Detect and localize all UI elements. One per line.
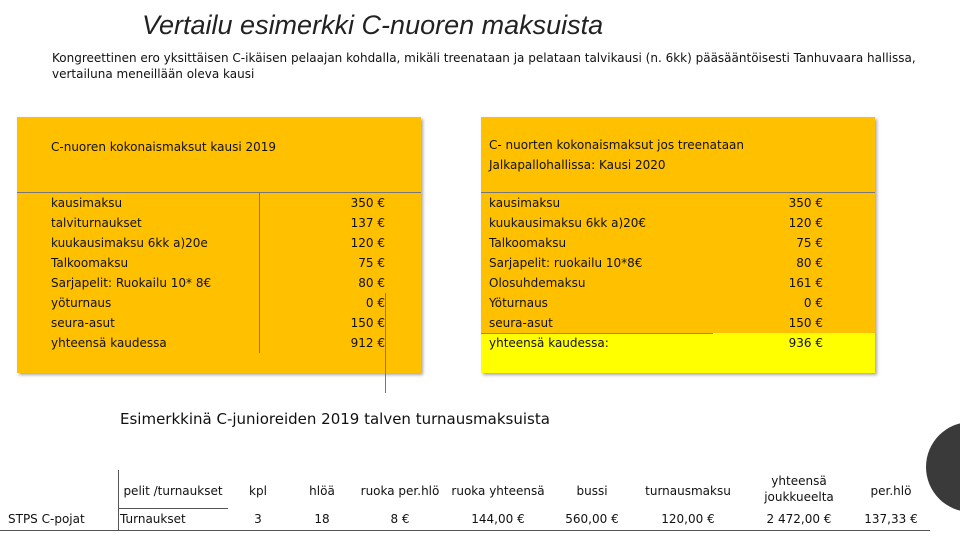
cost-amount: 80 €: [358, 276, 385, 290]
cost-label: Talkoomaksu: [489, 236, 567, 250]
cost-row: [17, 273, 421, 293]
table-cell: Turnaukset: [120, 512, 186, 526]
right-panel-header: [481, 117, 875, 193]
table-header: bussi: [576, 484, 608, 498]
table-header: pelit /turnaukset: [123, 484, 223, 498]
cost-amount: 350 €: [350, 196, 385, 210]
cost-row: [481, 293, 875, 313]
table-cell: 3: [254, 512, 262, 526]
cost-label: talviturnaukset: [51, 216, 142, 230]
cost-amount: 150 €: [788, 316, 823, 330]
cost-amount: 161 €: [788, 276, 823, 290]
right-panel-header-text: [489, 135, 744, 175]
table-header: turnausmaksu: [645, 484, 731, 498]
left-panel-header: [17, 117, 421, 193]
left-panel-header-text: C-nuoren kokonaismaksut kausi 2019: [51, 140, 277, 154]
table-header: ruoka per.hlö: [360, 484, 440, 498]
left-cost-rows: [17, 193, 421, 353]
cost-amount: 137 €: [350, 216, 385, 230]
cost-row: [17, 293, 421, 313]
table-header: yhteensä: [771, 474, 827, 488]
page-title: Vertailu esimerkki C-nuoren maksuista: [142, 10, 604, 40]
table-cell: 144,00 €: [471, 512, 525, 526]
table-cell: 120,00 €: [661, 512, 715, 526]
right-cost-rows: [481, 193, 875, 350]
cost-amount: 80 €: [796, 256, 823, 270]
cost-label: yhteensä kaudessa:: [489, 336, 609, 350]
cost-amount: 0 €: [365, 296, 385, 310]
cost-amount: 350 €: [788, 196, 823, 210]
right-cost-panel: [481, 117, 875, 373]
cost-label: kausimaksu: [489, 196, 561, 210]
left-cost-panel: [17, 117, 421, 373]
table-header: ruoka yhteensä: [451, 484, 545, 498]
cost-label: Sarjapelit: Ruokailu 10* 8€: [51, 276, 212, 290]
decorative-circle: [926, 422, 960, 512]
cost-label: kausimaksu: [51, 196, 123, 210]
cost-amount: 912 €: [350, 336, 385, 350]
cost-amount: 0 €: [803, 296, 823, 310]
cost-label: kuukausimaksu 6kk a)20e: [51, 236, 208, 250]
tournament-subtitle: Esimerkkinä C-junioreiden 2019 talven turnausmaksuista: [120, 410, 550, 428]
cost-amount: 75 €: [358, 256, 385, 270]
cost-label: Sarjapelit: ruokailu 10*8€: [489, 256, 643, 270]
cost-row: [481, 233, 875, 253]
table-header: hlöä: [309, 484, 335, 498]
right-panel-header-line: C- nuorten kokonaismaksut jos treenataan: [489, 138, 745, 152]
cost-row: [17, 233, 421, 253]
table-border: [118, 470, 119, 530]
cost-amount: 75 €: [796, 236, 823, 250]
table-cell: 8 €: [390, 512, 410, 526]
cost-row: [481, 253, 875, 273]
table-header: per.hlö: [870, 484, 912, 498]
table-border: [118, 508, 228, 509]
cost-row: [17, 213, 421, 233]
cost-row: [481, 313, 875, 333]
cost-label: kuukausimaksu 6kk a)20€: [489, 216, 647, 230]
table-border: [0, 530, 930, 531]
right-panel-header-line: Jalkapallohallissa: Kausi 2020: [489, 158, 666, 172]
cost-amount: 150 €: [350, 316, 385, 330]
cost-label: Yöturnaus: [489, 296, 548, 310]
cost-label: yhteensä kaudessa: [51, 336, 167, 350]
cost-amount: 936 €: [788, 336, 823, 350]
cost-amount: 120 €: [350, 236, 385, 250]
cost-label: Talkoomaksu: [51, 256, 129, 270]
intro-text: Kongreettinen ero yksittäisen C-ikäisen pelaajan kohdalla, mikäli treenataan ja pelataan talvikausi (n. 6kk) pääsääntöisesti Tanhuvaara hallissa, vertailuna meneillään oleva kausi: [52, 51, 916, 81]
cost-total-row: [17, 333, 421, 353]
cost-row: [17, 313, 421, 333]
table-header: kpl: [249, 484, 267, 498]
table-cell: 560,00 €: [565, 512, 619, 526]
cost-label: seura-asut: [51, 316, 115, 330]
cost-row: [17, 253, 421, 273]
cost-row: [481, 273, 875, 293]
cost-label: Olosuhdemaksu: [489, 276, 586, 290]
cost-label: seura-asut: [489, 316, 553, 330]
cost-row: [481, 213, 875, 233]
table-cell: 18: [314, 512, 330, 526]
cost-row: [481, 193, 875, 213]
cost-row: [17, 193, 421, 213]
cost-total-row: [481, 333, 875, 353]
table-cell: 2 472,00 €: [766, 512, 832, 526]
cost-amount: 120 €: [788, 216, 823, 230]
table-cell: 137,33 €: [864, 512, 918, 526]
cost-label: yöturnaus: [51, 296, 112, 310]
table-header: joukkueelta: [764, 490, 834, 504]
table-row-label: STPS C-pojat: [8, 512, 85, 526]
